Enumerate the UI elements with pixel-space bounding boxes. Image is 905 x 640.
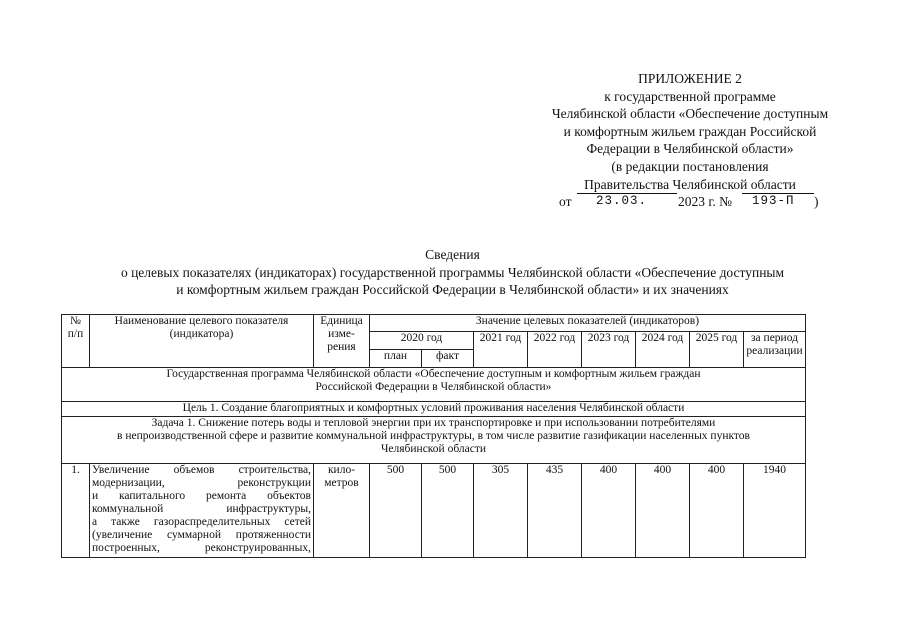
- indicator-name-line: построенных, реконструированных,: [92, 542, 311, 554]
- closing-paren: ): [814, 194, 819, 210]
- value-2020-fact: 500: [422, 464, 474, 558]
- program-row-line: Российской Федерации в Челябинской области»: [315, 381, 552, 393]
- header-num: № п/п: [62, 315, 90, 368]
- header-fact: факт: [422, 350, 474, 368]
- header-year-2025: 2025 год: [690, 332, 744, 368]
- indicators-table: [61, 314, 806, 558]
- value-2025: 400: [690, 464, 744, 558]
- task-row-line: в непроизводственной сфере и развитие коммунальной инфраструктуры, в том числе развитие газификации населенных пунктов: [117, 430, 750, 442]
- header-values-group: Значение целевых показателей (индикаторов): [370, 315, 806, 332]
- decree-date: 23.03.: [596, 194, 648, 209]
- task-row-line: Задача 1. Снижение потерь воды и тепловой энергии при их транспортировке и при использовании потребителями: [151, 417, 716, 429]
- heading-line: и комфортным жильем граждан Российской Федерации в Челябинской области» и их значениях: [176, 282, 729, 297]
- header-year-2021: 2021 год: [474, 332, 528, 368]
- indicator-name-line: модернизации, реконструкции: [92, 477, 311, 489]
- goal-row: Цель 1. Создание благоприятных и комфортных условий проживания населения Челябинской области: [62, 402, 806, 417]
- program-row-line: Государственная программа Челябинской области «Обеспечение доступным и комфортным жильем граждан: [166, 368, 701, 380]
- table-row: [62, 464, 806, 558]
- value-2020-plan: 500: [370, 464, 422, 558]
- header-year-2022: 2022 год: [528, 332, 582, 368]
- date-year: 2023 г. №: [678, 194, 733, 210]
- indicator-name-line: а также газораспределительных сетей: [92, 516, 311, 528]
- date-prefix: от: [559, 194, 572, 210]
- appendix-line: (в редакции постановления: [611, 158, 769, 174]
- value-2022: 435: [528, 464, 582, 558]
- header-year-2020: 2020 год: [370, 332, 474, 350]
- task-row-line: Челябинской области: [380, 443, 487, 455]
- appendix-line: Правительства Челябинской области: [584, 176, 796, 192]
- appendix-line: Челябинской области «Обеспечение доступным: [551, 106, 829, 122]
- task-row: [62, 417, 806, 464]
- indicator-name-line: и капитального ремонта объектов: [92, 490, 311, 502]
- header-year-2023: 2023 год: [582, 332, 636, 368]
- indicator-name: [90, 464, 314, 558]
- appendix-line: к государственной программе: [604, 88, 776, 104]
- decree-date-line: [520, 193, 860, 211]
- header-plan: план: [370, 350, 422, 368]
- header-year-2024: 2024 год: [636, 332, 690, 368]
- unit-line: кило-: [327, 464, 356, 476]
- header-period: за период реализации: [744, 332, 806, 368]
- appendix-block: [520, 70, 860, 211]
- header-unit: Единица изме-рения: [314, 315, 370, 368]
- decree-number: 193-П: [752, 194, 795, 209]
- indicator-name-line: коммунальной инфраструктуры,: [92, 503, 311, 515]
- program-row: [62, 368, 806, 402]
- unit-cell: [314, 464, 370, 558]
- unit-line: метров: [324, 477, 359, 489]
- value-total: 1940: [744, 464, 806, 558]
- indicator-name-line: Увеличение объемов строительства,: [92, 464, 311, 476]
- value-2023: 400: [582, 464, 636, 558]
- document-heading: [40, 246, 865, 299]
- heading-line: о целевых показателях (индикаторах) государственной программы Челябинской области «Обеспечение доступным: [120, 264, 785, 280]
- header-name: Наименование целевого показателя (индикатора): [90, 315, 314, 368]
- appendix-title: ПРИЛОЖЕНИЕ 2: [638, 71, 742, 86]
- heading-title: Сведения: [425, 247, 480, 262]
- row-number: 1.: [62, 464, 90, 558]
- appendix-line: Федерации в Челябинской области»: [586, 141, 794, 157]
- indicator-name-line: (увеличение суммарной протяженности: [92, 529, 311, 541]
- value-2021: 305: [474, 464, 528, 558]
- value-2024: 400: [636, 464, 690, 558]
- appendix-line: и комфортным жильем граждан Российской: [563, 123, 817, 139]
